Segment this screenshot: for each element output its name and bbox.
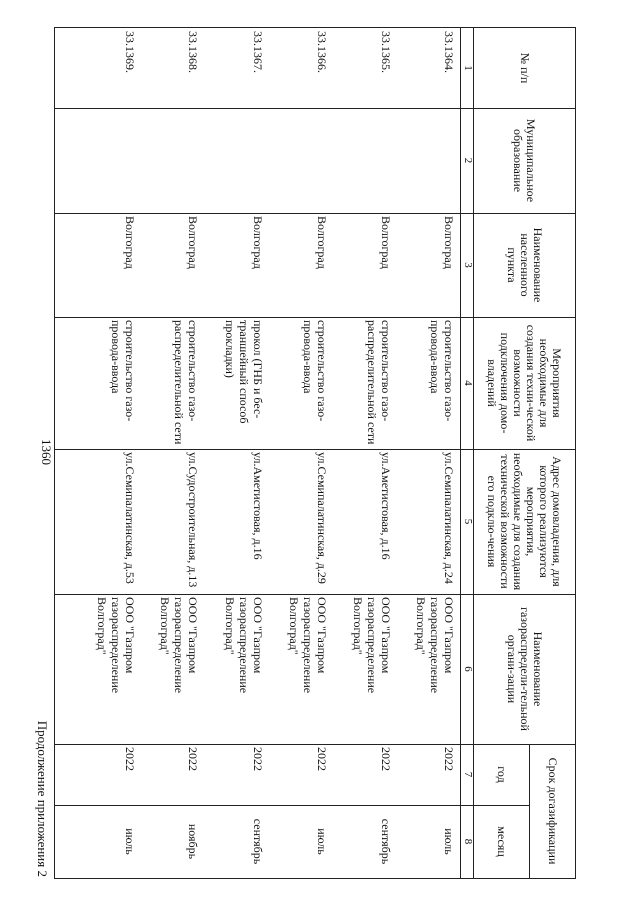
row-year: 2022 xyxy=(251,747,265,771)
column-number: 2 xyxy=(462,157,474,164)
row-settlement: Волгоград xyxy=(315,216,329,269)
row-number: 33.1368. xyxy=(186,31,200,73)
row-year: 2022 xyxy=(442,747,456,771)
row-settlement: Волгоград xyxy=(186,216,200,269)
row-month: июль xyxy=(442,828,456,855)
header-month: месяц xyxy=(495,826,510,857)
header-measures: Мероприятия необходимые для создания техни-ческой возможности подключения домо-владений xyxy=(485,324,565,442)
header-num: № п/п xyxy=(518,52,532,84)
column-number: 6 xyxy=(462,666,474,672)
row-address: ул.Семипалатинская, д.29 xyxy=(315,452,329,584)
column-number: 3 xyxy=(462,262,474,268)
row-year: 2022 xyxy=(186,747,200,771)
row-measure: строительство газо-провода-ввода xyxy=(109,320,137,422)
row-settlement: Волгоград xyxy=(123,216,137,269)
row-number: 33.1364. xyxy=(442,31,456,73)
row-address: ул.Судостроительная, д.13 xyxy=(186,452,200,588)
header-year: год xyxy=(495,766,510,783)
column-number: 7 xyxy=(462,771,474,778)
row-distributor: ООО "Газпром газораспределение Волгоград" xyxy=(95,597,137,694)
row-address: ул.Семипалатинская, д.53 xyxy=(123,452,137,584)
row-address: ул.Семипалатинская, д.24 xyxy=(442,452,456,584)
row-address: ул.Аметистовая, д.16 xyxy=(379,452,393,560)
header-address: Адрес домовладения, для которого реализуются мероприятия, необходимые для создания технической возможности его подклю-чения xyxy=(485,452,565,591)
row-number: 33.1369. xyxy=(123,31,137,73)
row-year: 2022 xyxy=(379,747,393,771)
row-distributor: ООО "Газпром газораспределение Волгоград" xyxy=(287,597,329,694)
row-month: июль xyxy=(315,828,329,855)
row-address: ул.Аметистовая, д.16 xyxy=(251,452,265,560)
header-settlement: Наименование населенного пункта xyxy=(505,227,545,303)
row-distributor: ООО "Газпром газораспределение Волгоград" xyxy=(158,597,200,694)
row-municipality xyxy=(263,108,267,213)
row-number: 33.1367. xyxy=(251,31,265,73)
row-measure: строительство газо-распределительной сети xyxy=(365,320,393,445)
row-settlement: Волгоград xyxy=(379,216,393,269)
row-year: 2022 xyxy=(315,747,329,771)
row-municipality xyxy=(454,108,458,213)
header-municipality: Муниципальное образование xyxy=(511,118,539,203)
row-distributor: ООО "Газпром газораспределение Волгоград" xyxy=(414,597,456,694)
row-year: 2022 xyxy=(123,747,137,771)
row-municipality xyxy=(135,108,139,213)
row-municipality xyxy=(327,108,331,213)
row-municipality xyxy=(391,108,395,213)
column-number: 8 xyxy=(462,838,474,845)
row-distributor: ООО "Газпром газораспределение Волгоград" xyxy=(223,597,265,694)
row-month: сентябрь xyxy=(379,818,393,865)
row-measure: прокол (ГНБ и бес-траншейный способ прокладки) xyxy=(223,320,265,424)
row-number: 33.1365. xyxy=(379,31,393,73)
row-measure: строительство газо-провода-ввода xyxy=(428,320,456,422)
appendix-table xyxy=(54,27,576,879)
column-number: 1 xyxy=(462,65,474,71)
row-settlement: Волгоград xyxy=(442,216,456,269)
page-number: 1360 xyxy=(39,439,54,465)
row-settlement: Волгоград xyxy=(251,216,265,269)
column-number: 5 xyxy=(462,518,474,525)
continuation-title: Продолжение приложения 2 xyxy=(35,720,50,877)
column-number: 4 xyxy=(462,380,474,386)
row-month: ноябрь xyxy=(186,823,200,860)
row-municipality xyxy=(198,108,202,213)
header-distributor: Наименование газораспредели-тельной органи-зации xyxy=(505,607,545,731)
row-number: 33.1366. xyxy=(315,31,329,73)
header-deadline: Срок догазификации xyxy=(546,757,560,865)
row-month: сентябрь xyxy=(251,818,265,865)
row-month: июль xyxy=(123,828,137,855)
row-distributor: ООО "Газпром газораспределение Волгоград" xyxy=(351,597,393,694)
row-measure: строительство газо-провода-ввода xyxy=(301,320,329,422)
row-measure: строительство газо-распределительной сети xyxy=(172,320,200,445)
